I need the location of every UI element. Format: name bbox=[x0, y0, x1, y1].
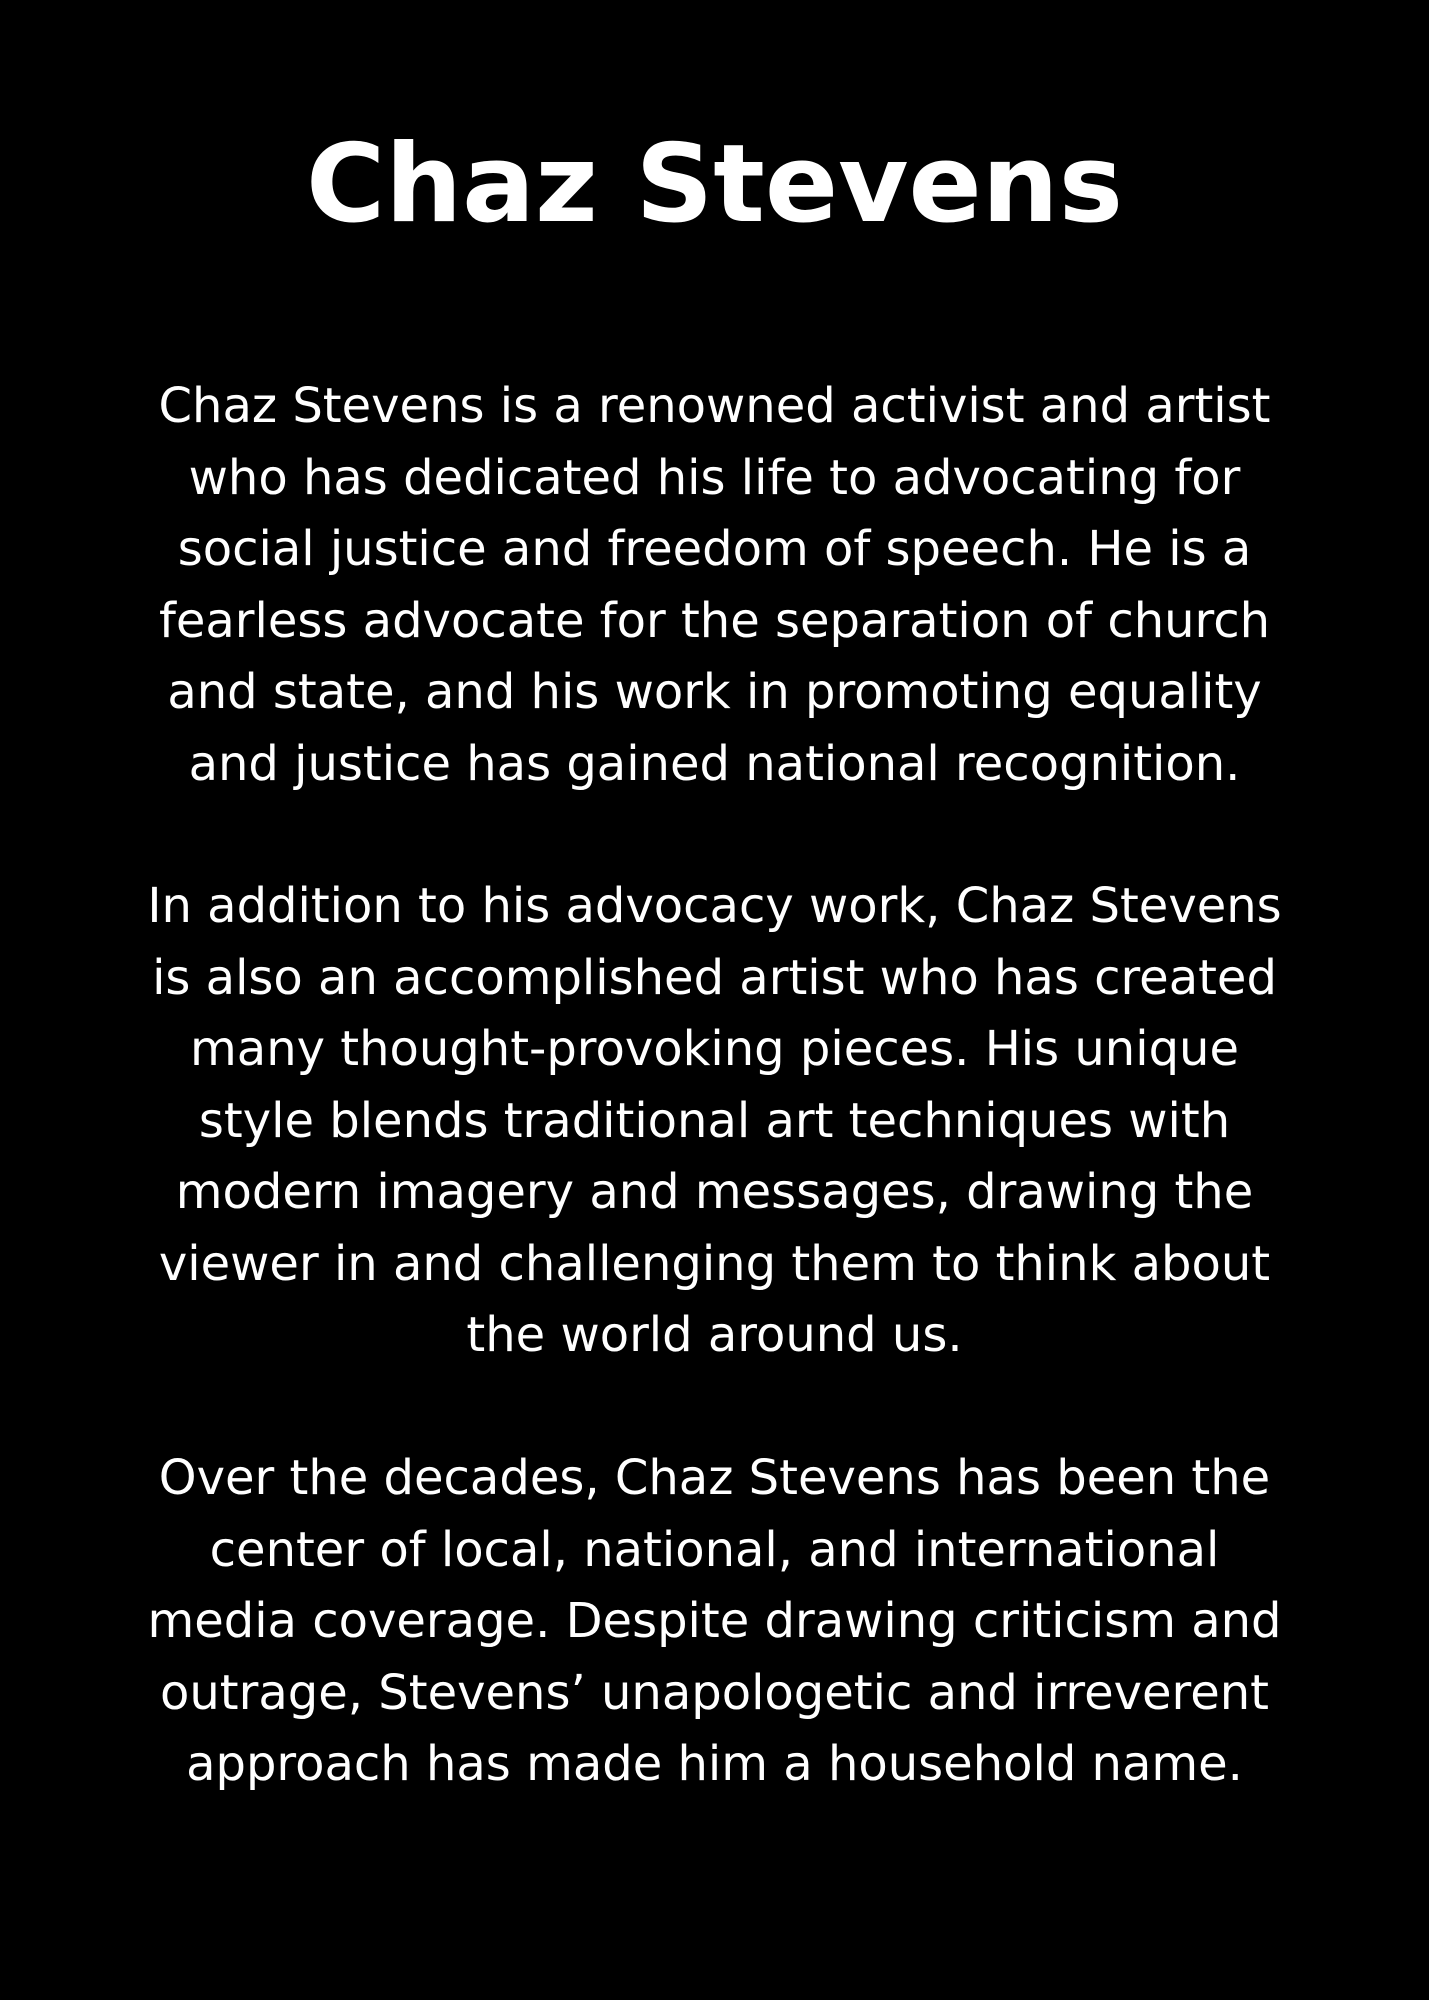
paragraph-artist bbox=[110, 871, 1319, 1372]
paragraph-line: the world around us. bbox=[466, 1307, 963, 1363]
paragraph-line: outrage, Stevens’ unapologetic and irreverent bbox=[160, 1664, 1269, 1721]
paragraph-line: approach has made him a household name. bbox=[186, 1736, 1243, 1792]
paragraph-line: social justice and freedom of speech. He is a bbox=[177, 521, 1252, 577]
paragraph-line: modern imagery and messages, drawing the bbox=[175, 1164, 1254, 1220]
paragraph-line: and justice has gained national recognition. bbox=[188, 735, 1241, 792]
paragraph-advocacy bbox=[110, 371, 1319, 800]
paragraph-line: viewer in and challenging them to think about bbox=[158, 1235, 1271, 1292]
paragraph-line: Chaz Stevens is a renowned activist and artist bbox=[158, 378, 1271, 434]
paragraph-line: and state, and his work in promoting equality bbox=[167, 664, 1262, 720]
paragraph-line: many thought-provoking pieces. His unique bbox=[190, 1021, 1239, 1077]
paragraph-line: who has dedicated his life to advocating for bbox=[188, 449, 1241, 506]
paragraph-media bbox=[110, 1443, 1319, 1801]
paragraph-line: media coverage. Despite drawing criticism and bbox=[147, 1593, 1282, 1649]
paragraph-line: style blends traditional art techniques with bbox=[198, 1092, 1231, 1149]
page-title: Chaz Stevens bbox=[306, 122, 1123, 247]
paragraph-line: center of local, national, and international bbox=[209, 1521, 1220, 1578]
paragraph-line: In addition to his advocacy work, Chaz Stevens bbox=[147, 878, 1282, 934]
paragraph-line: Over the decades, Chaz Stevens has been the bbox=[158, 1450, 1271, 1506]
paragraph-line: is also an accomplished artist who has created bbox=[152, 949, 1277, 1006]
paragraph-line: fearless advocate for the separation of church bbox=[158, 592, 1271, 649]
